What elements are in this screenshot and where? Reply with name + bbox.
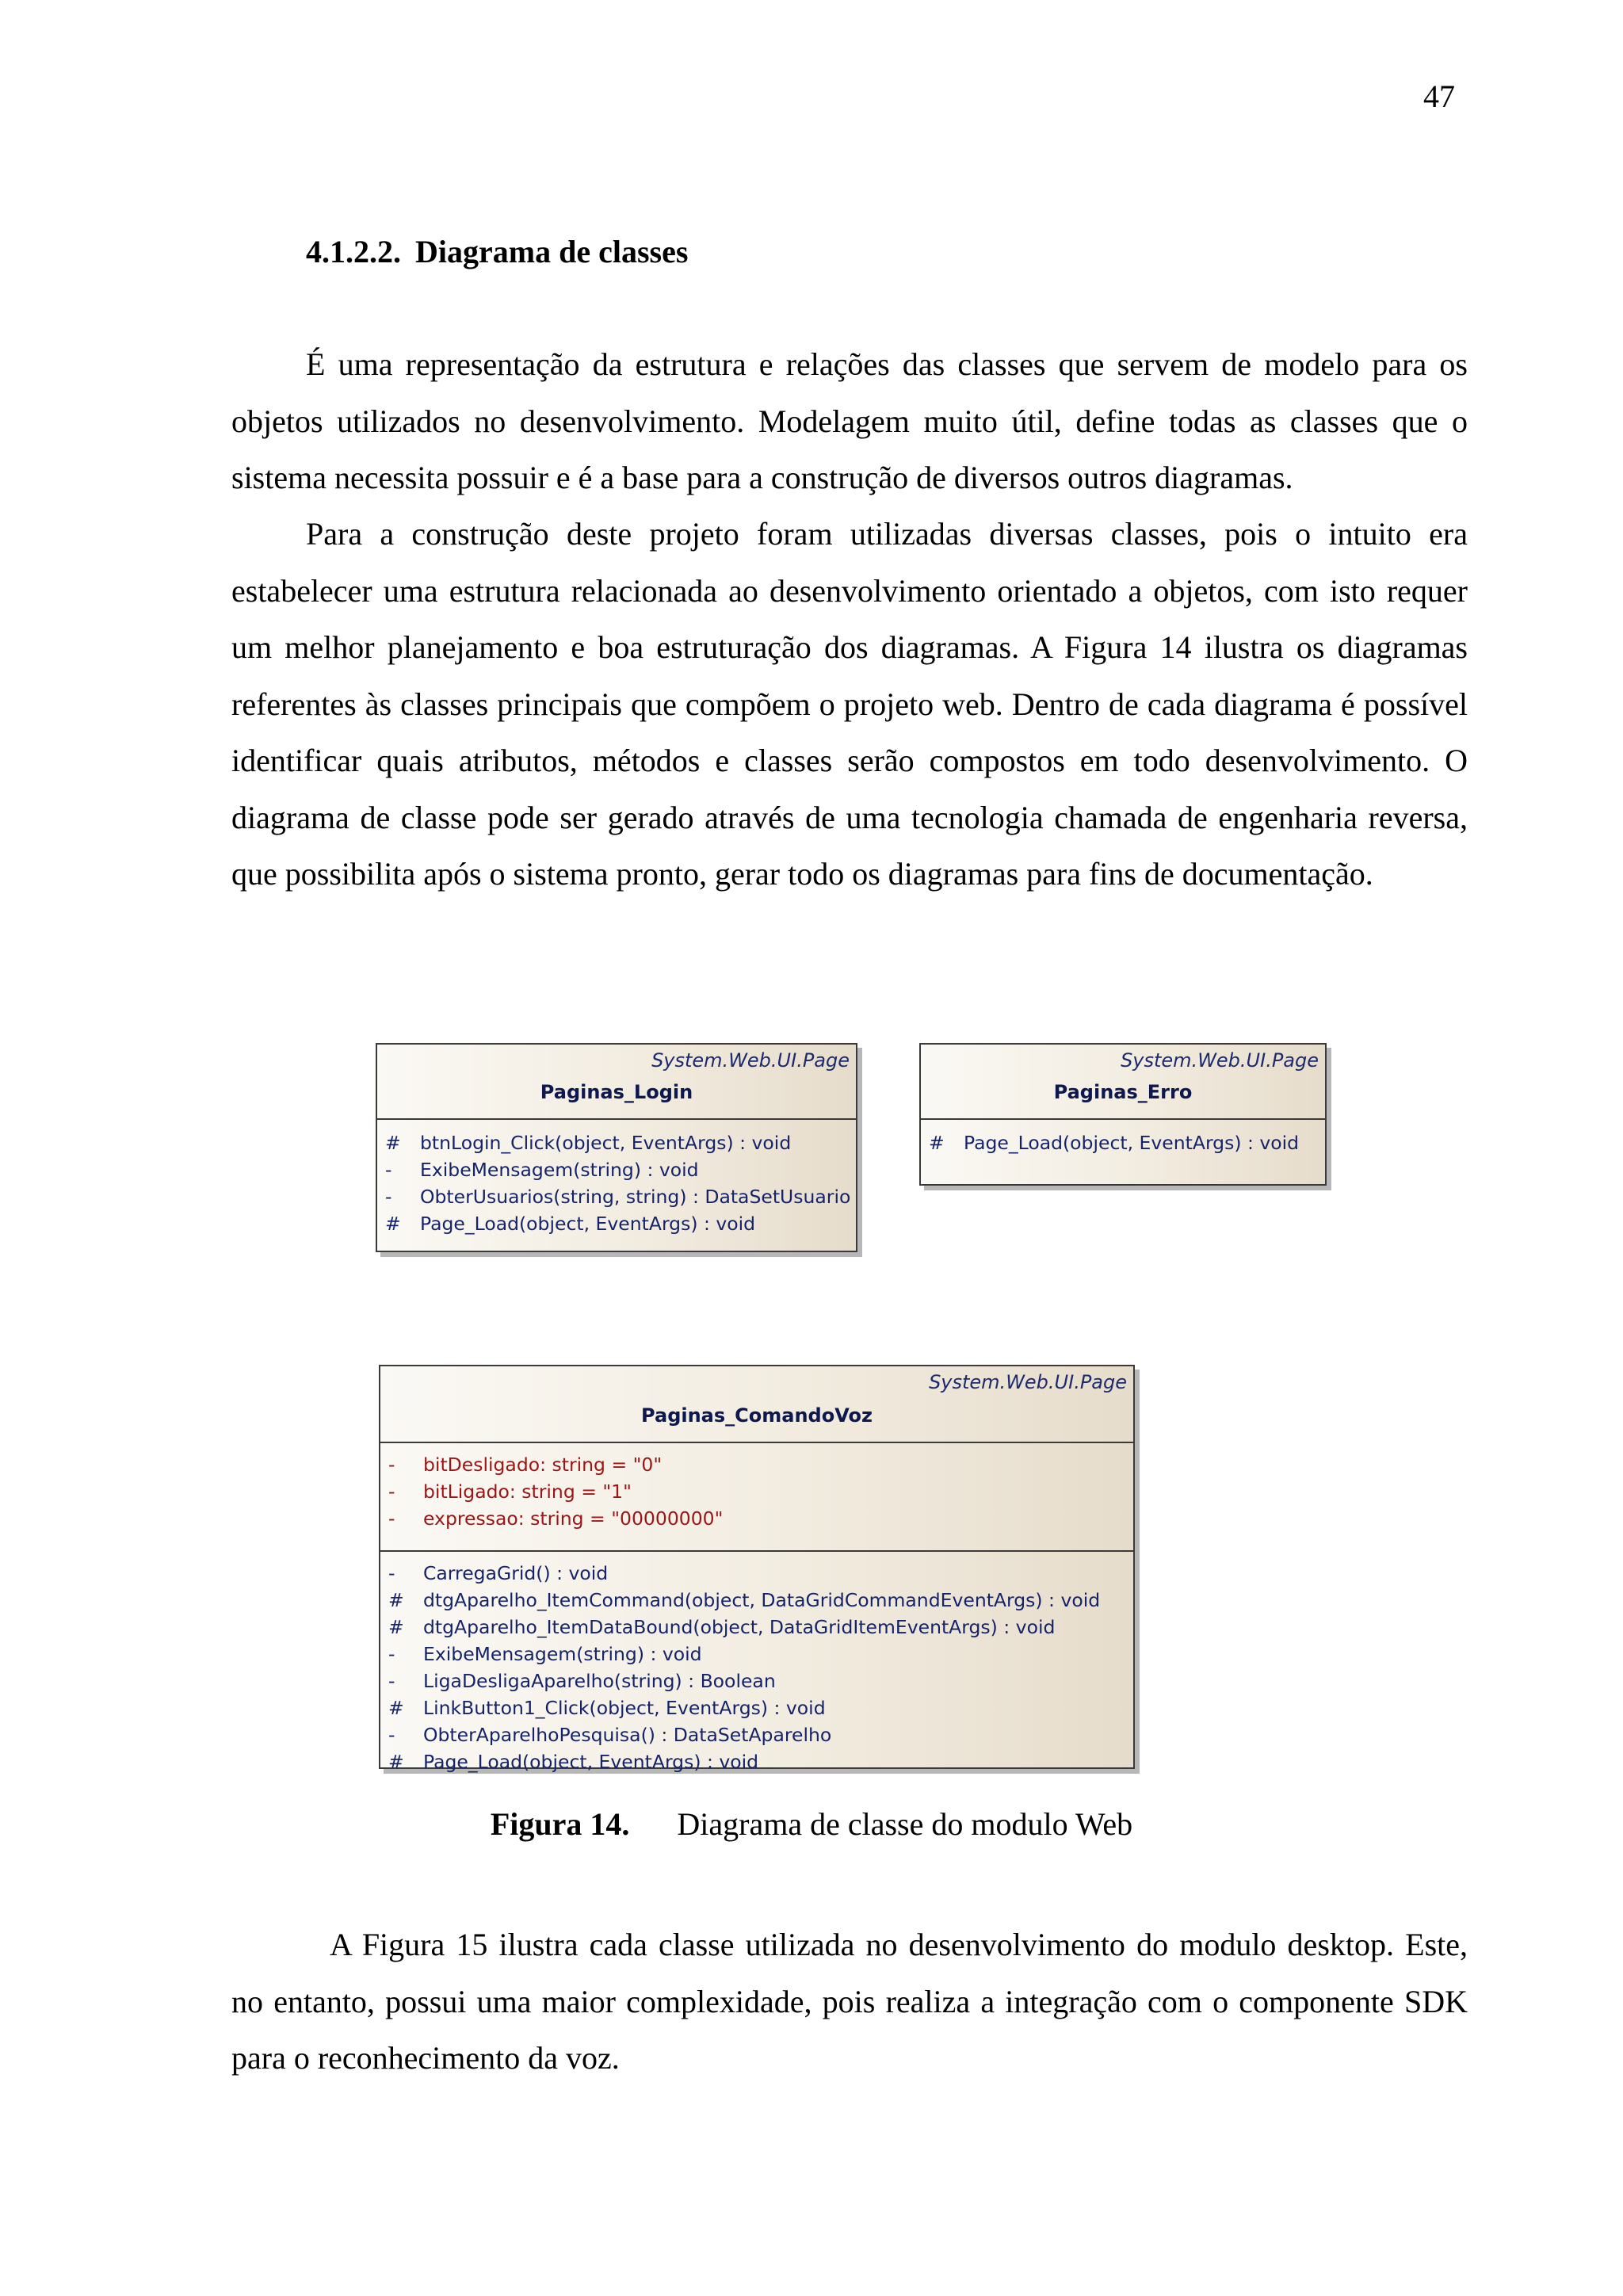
attribute-signature: expressao: string = "00000000" xyxy=(423,1507,724,1530)
uml-attribute-row xyxy=(380,1505,1133,1532)
visibility-marker: - xyxy=(388,1454,395,1476)
section-number: 4.1.2.2. xyxy=(306,234,401,269)
uml-method-row xyxy=(380,1668,1133,1694)
uml-attribute-row xyxy=(380,1478,1133,1505)
method-signature: dtgAparelho_ItemDataBound(object, DataGridItemEventArgs) : void xyxy=(423,1616,1056,1638)
method-signature: ObterUsuarios(string, string) : DataSetUsuario xyxy=(420,1186,851,1208)
uml-class-name: Paginas_Erro xyxy=(1053,1081,1193,1103)
uml-stereotype: System.Web.UI.Page xyxy=(929,1371,1127,1393)
uml-method-row xyxy=(380,1721,1133,1748)
uml-class-paginas-erro xyxy=(919,1043,1327,1186)
uml-class-paginas-comandovoz xyxy=(379,1365,1135,1773)
method-signature: CarregaGrid() : void xyxy=(423,1562,609,1584)
uml-method-row xyxy=(380,1748,1133,1775)
uml-stereotype: System.Web.UI.Page xyxy=(651,1049,850,1072)
figure-caption xyxy=(0,1805,1623,1843)
uml-methods-section xyxy=(921,1120,1325,1161)
method-signature: Page_Load(object, EventArgs) : void xyxy=(420,1213,756,1235)
method-signature: btnLogin_Click(object, EventArgs) : void xyxy=(420,1132,792,1154)
visibility-marker: # xyxy=(929,1132,945,1154)
method-signature: Page_Load(object, EventArgs) : void xyxy=(423,1751,759,1773)
uml-methods-section xyxy=(377,1120,856,1242)
uml-stereotype: System.Web.UI.Page xyxy=(1121,1049,1319,1072)
visibility-marker: - xyxy=(388,1724,395,1746)
uml-class-header xyxy=(921,1045,1325,1120)
uml-method-row xyxy=(380,1641,1133,1668)
uml-method-row xyxy=(921,1129,1325,1156)
method-signature: dtgAparelho_ItemCommand(object, DataGridCommandEventArgs) : void xyxy=(423,1589,1101,1611)
paragraph-intro: É uma representação da estrutura e relações das classes que servem de modelo para os objetos utilizados no desenvolvimento. Modelagem muito útil, define todas as classes que o sistema necessita possuir e é a base para a construção de diversos outros diagramas. xyxy=(231,346,1468,495)
page-number: 47 xyxy=(1423,78,1455,114)
method-signature: ExibeMensagem(string) : void xyxy=(423,1643,702,1665)
uml-class-header xyxy=(377,1045,856,1120)
uml-method-row xyxy=(380,1694,1133,1721)
uml-class-name: Paginas_ComandoVoz xyxy=(641,1404,873,1427)
method-signature: ExibeMensagem(string) : void xyxy=(420,1159,699,1181)
section-title: Diagrama de classes xyxy=(415,234,689,269)
method-signature: LinkButton1_Click(object, EventArgs) : void xyxy=(423,1697,826,1719)
visibility-marker: - xyxy=(385,1186,392,1208)
uml-method-row xyxy=(377,1129,856,1156)
figure-caption-label: Figura 14. xyxy=(490,1806,630,1842)
paragraph-desktop: A Figura 15 ilustra cada classe utilizada no desenvolvimento do modulo desktop. Este, no entanto, possui uma maior complexidade, pois realiza a integração com o componente SDK para o reconhecimento da voz. xyxy=(231,1927,1468,2076)
uml-attributes-section xyxy=(380,1443,1133,1550)
uml-methods-section xyxy=(380,1550,1133,1780)
section-heading xyxy=(306,233,688,270)
method-signature: Page_Load(object, EventArgs) : void xyxy=(964,1132,1300,1154)
figure-caption-text: Diagrama de classe do modulo Web xyxy=(677,1806,1133,1842)
visibility-marker: # xyxy=(388,1751,404,1773)
uml-method-row xyxy=(377,1156,856,1183)
visibility-marker: - xyxy=(388,1480,395,1503)
visibility-marker: # xyxy=(388,1616,404,1638)
uml-method-row xyxy=(380,1560,1133,1587)
visibility-marker: # xyxy=(388,1589,404,1611)
uml-class-paginas-login xyxy=(376,1043,857,1252)
uml-method-row xyxy=(380,1587,1133,1614)
attribute-signature: bitDesligado: string = "0" xyxy=(423,1454,663,1476)
uml-class-name: Paginas_Login xyxy=(540,1081,693,1103)
visibility-marker: - xyxy=(388,1670,395,1692)
uml-method-row xyxy=(377,1183,856,1210)
visibility-marker: # xyxy=(385,1213,401,1235)
uml-method-row xyxy=(380,1614,1133,1641)
method-signature: ObterAparelhoPesquisa() : DataSetAparelho xyxy=(423,1724,832,1746)
visibility-marker: # xyxy=(385,1132,401,1154)
attribute-signature: bitLigado: string = "1" xyxy=(423,1480,632,1503)
visibility-marker: - xyxy=(385,1159,392,1181)
uml-method-row xyxy=(377,1210,856,1237)
uml-attribute-row xyxy=(380,1451,1133,1478)
method-signature: LigaDesligaAparelho(string) : Boolean xyxy=(423,1670,776,1692)
visibility-marker: # xyxy=(388,1697,404,1719)
visibility-marker: - xyxy=(388,1643,395,1665)
visibility-marker: - xyxy=(388,1562,395,1584)
paragraph-project: Para a construção deste projeto foram utilizadas diversas classes, pois o intuito era estabelecer uma estrutura relacionada ao desenvolvimento orientado a objetos, com isto requer um melhor planejamento e boa estruturação dos diagramas. A Figura 14 ilustra os diagramas referentes às classes principais que compõem o projeto web. Dentro de cada diagrama é possível identificar quais atributos, métodos e classes serão compostos em todo desenvolvimento. O diagrama de classe pode ser gerado através de uma tecnologia chamada de engenharia reversa, que possibilita após o sistema pronto, gerar todo os diagramas para fins de documentação. xyxy=(231,516,1468,892)
uml-class-header xyxy=(380,1366,1133,1443)
visibility-marker: - xyxy=(388,1507,395,1530)
